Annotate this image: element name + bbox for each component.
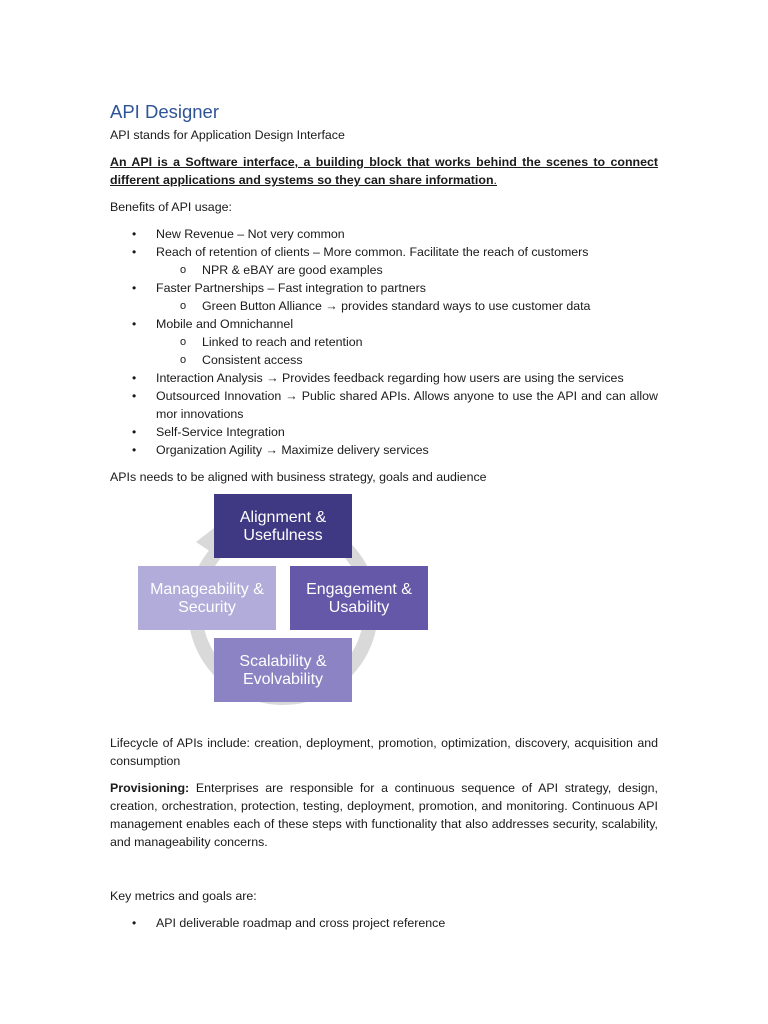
bullet-icon: •: [132, 443, 137, 457]
list-item: [110, 225, 658, 243]
bullet-icon: •: [132, 227, 137, 241]
box-alignment-line1: Alignment &: [239, 509, 327, 526]
list-item-text: New Revenue – Not very common: [156, 227, 345, 241]
list-item-text: Reach of retention of clients – More common. Facilitate the reach of customers: [156, 245, 589, 259]
bullet-icon: •: [132, 317, 137, 331]
metrics-intro: Key metrics and goals are:: [110, 889, 257, 903]
sub-list-item: [156, 351, 658, 369]
provisioning-paragraph: [110, 779, 658, 851]
metrics-list: [110, 914, 658, 932]
api-goals-diagram: [110, 490, 658, 726]
box-manageability-security: [138, 566, 276, 630]
sub-bullet-icon: o: [180, 300, 187, 312]
bullet-icon: •: [132, 389, 137, 403]
sub-list-item: [156, 261, 658, 279]
box-manageability-line2: Security: [178, 599, 236, 616]
bullet-icon: •: [132, 425, 137, 439]
box-scalability-line1: Scalability &: [239, 653, 327, 670]
list-item-text: Outsourced Innovation → Public shared APIs. Allows anyone to use the API and can allow mor innovations: [156, 389, 658, 421]
box-engagement-line2: Usability: [328, 599, 390, 616]
bullet-icon: •: [132, 916, 137, 930]
list-item: [110, 914, 658, 932]
list-item: [110, 243, 658, 279]
sub-list: [156, 297, 658, 315]
intro-line: API stands for Application Design Interface: [110, 128, 345, 142]
definition-paragraph: [110, 153, 658, 189]
benefits-intro: Benefits of API usage:: [110, 200, 232, 214]
box-alignment-usefulness: [214, 494, 352, 558]
document-body: [110, 100, 658, 932]
list-item-text: Organization Agility → Maximize delivery services: [156, 443, 429, 457]
list-item: [110, 387, 658, 423]
sub-list: [156, 261, 658, 279]
sub-list-item-text: NPR & eBAY are good examples: [202, 263, 383, 277]
definition-underlined: An API is a Software interface, a building block that works behind the scenes to connect different applications and systems so they can share information: [110, 155, 658, 187]
list-item: [110, 369, 658, 387]
alignment-statement: APIs needs to be aligned with business strategy, goals and audience: [110, 470, 487, 484]
bullet-icon: •: [132, 371, 137, 385]
list-item-text: Interaction Analysis → Provides feedback regarding how users are using the services: [156, 371, 624, 385]
box-scalability-evolvability: [214, 638, 352, 702]
sub-list-item: [156, 333, 658, 351]
document-title: API Designer: [110, 101, 219, 122]
cycle-arrow-icon: [196, 528, 214, 554]
definition-period: .: [493, 173, 497, 187]
list-item-text: API deliverable roadmap and cross project reference: [156, 916, 446, 930]
sub-bullet-icon: o: [180, 336, 187, 348]
sub-list-item-text: Consistent access: [202, 353, 303, 367]
list-item: [110, 441, 658, 459]
sub-list-item-text: Green Button Alliance → provides standard ways to use customer data: [202, 299, 591, 313]
box-engagement-line1: Engagement &: [306, 581, 412, 598]
list-item-text: Mobile and Omnichannel: [156, 317, 294, 331]
sub-list-item-text: Linked to reach and retention: [202, 335, 363, 349]
list-item-text: Faster Partnerships – Fast integration to partners: [156, 281, 426, 295]
provisioning-text: Enterprises are responsible for a continuous sequence of API strategy, design, creation, orchestration, protection, testing, deployment, promotion, and monitoring. Continuous API management enables each of these steps with functionality that also addresses security, scalability, and manageability concerns.: [110, 781, 658, 849]
box-engagement-usability: [290, 566, 428, 630]
list-item: [110, 315, 658, 369]
box-manageability-line1: Manageability &: [150, 581, 264, 598]
box-alignment-line2: Usefulness: [243, 527, 323, 544]
bullet-icon: •: [132, 245, 137, 259]
benefits-list: [110, 225, 658, 459]
api-goals-diagram-svg: [110, 490, 658, 726]
sub-bullet-icon: o: [180, 264, 187, 276]
list-item: [110, 279, 658, 315]
list-item: [110, 423, 658, 441]
sub-list: [156, 333, 658, 369]
sub-list-item: [156, 297, 658, 315]
list-item-text: Self-Service Integration: [156, 425, 285, 439]
provisioning-label: Provisioning:: [110, 781, 190, 795]
sub-bullet-icon: o: [180, 354, 187, 366]
box-scalability-line2: Evolvability: [242, 671, 324, 688]
lifecycle-paragraph: Lifecycle of APIs include: creation, deployment, promotion, optimization, discovery, acquisition and consumption: [110, 736, 658, 768]
bullet-icon: •: [132, 281, 137, 295]
